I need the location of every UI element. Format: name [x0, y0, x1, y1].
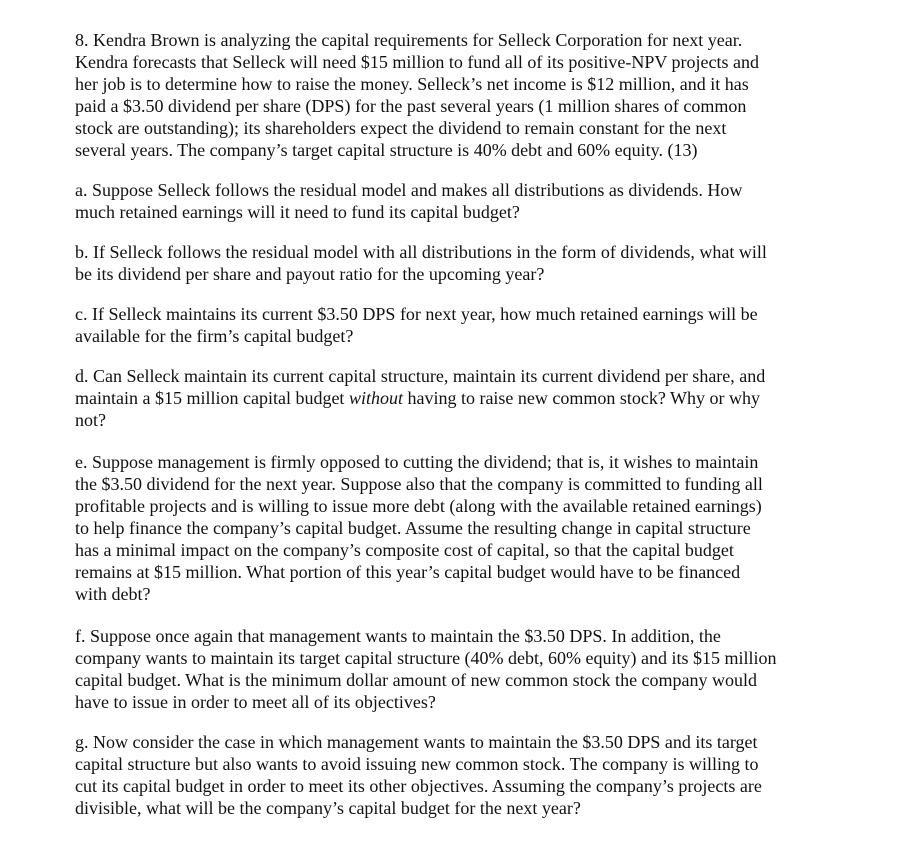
text-line: e. Suppose management is firmly opposed to cutting the dividend; that is, it wishes to maintain	[75, 452, 759, 472]
text-line: f. Suppose once again that management wants to maintain the $3.50 DPS. In addition, the	[75, 626, 721, 646]
text-line: a. Suppose Selleck follows the residual model and makes all distributions as dividends. How	[75, 180, 743, 200]
text-line: have to issue in order to meet all of its objectives?	[75, 692, 436, 712]
text-line: g. Now consider the case in which management wants to maintain the $3.50 DPS and its target	[75, 732, 758, 752]
question-d-text: having to raise new common stock? Why or why	[402, 388, 761, 408]
text-line: be its dividend per share and payout ratio for the upcoming year?	[75, 264, 545, 284]
text-line: several years. The company’s target capital structure is 40% debt and 60% equity. (13)	[75, 140, 698, 160]
text-line: the $3.50 dividend for the next year. Suppose also that the company is committed to funding all	[75, 474, 763, 494]
text-line: Kendra forecasts that Selleck will need $15 million to fund all of its positive-NPV projects and	[75, 52, 760, 72]
text-line: has a minimal impact on the company’s composite cost of capital, so that the capital budget	[75, 540, 734, 560]
question-b	[75, 241, 767, 285]
question-c	[75, 303, 758, 347]
text-line: c. If Selleck maintains its current $3.50 DPS for next year, how much retained earnings will be	[75, 304, 758, 324]
text-line: paid a $3.50 dividend per share (DPS) for the past several years (1 million shares of common	[75, 96, 747, 116]
text-line: to help finance the company’s capital budget. Assume the resulting change in capital structure	[75, 518, 751, 538]
question-g	[75, 731, 762, 819]
question-d-line: not?	[75, 410, 106, 430]
text-line: 8. Kendra Brown is analyzing the capital requirements for Selleck Corporation for next year.	[75, 30, 743, 50]
question-e	[75, 451, 763, 605]
question-a	[75, 179, 742, 223]
text-line: capital budget. What is the minimum dollar amount of new common stock the company would	[75, 670, 758, 690]
text-line: stock are outstanding); its shareholders expect the dividend to remain constant for the next	[75, 118, 727, 138]
question-f	[75, 625, 777, 713]
question-d-line	[75, 387, 765, 409]
question-d-emphasis: without	[348, 388, 403, 408]
text-line: her job is to determine how to raise the money. Selleck’s net income is $12 million, and it has	[75, 74, 749, 94]
text-line: b. If Selleck follows the residual model with all distributions in the form of dividends, what will	[75, 242, 767, 262]
text-line: profitable projects and is willing to issue more debt (along with the available retained earnings)	[75, 496, 762, 516]
text-line: remains at $15 million. What portion of this year’s capital budget would have to be financed	[75, 562, 741, 582]
text-line: company wants to maintain its target capital structure (40% debt, 60% equity) and its $15 million	[75, 648, 777, 668]
question-d-line: d. Can Selleck maintain its current capital structure, maintain its current dividend per share, and	[75, 366, 766, 386]
text-line: much retained earnings will it need to fund its capital budget?	[75, 202, 520, 222]
text-line: divisible, what will be the company’s capital budget for the next year?	[75, 798, 581, 818]
question-d	[75, 365, 765, 431]
text-line: cut its capital budget in order to meet its other objectives. Assuming the company’s projects are	[75, 776, 762, 796]
text-line: capital structure but also wants to avoid issuing new common stock. The company is willing to	[75, 754, 759, 774]
problem-intro	[75, 29, 759, 161]
question-d-text: maintain a $15 million capital budget	[75, 388, 349, 408]
text-line: available for the firm’s capital budget?	[75, 326, 354, 346]
text-line: with debt?	[75, 584, 151, 604]
